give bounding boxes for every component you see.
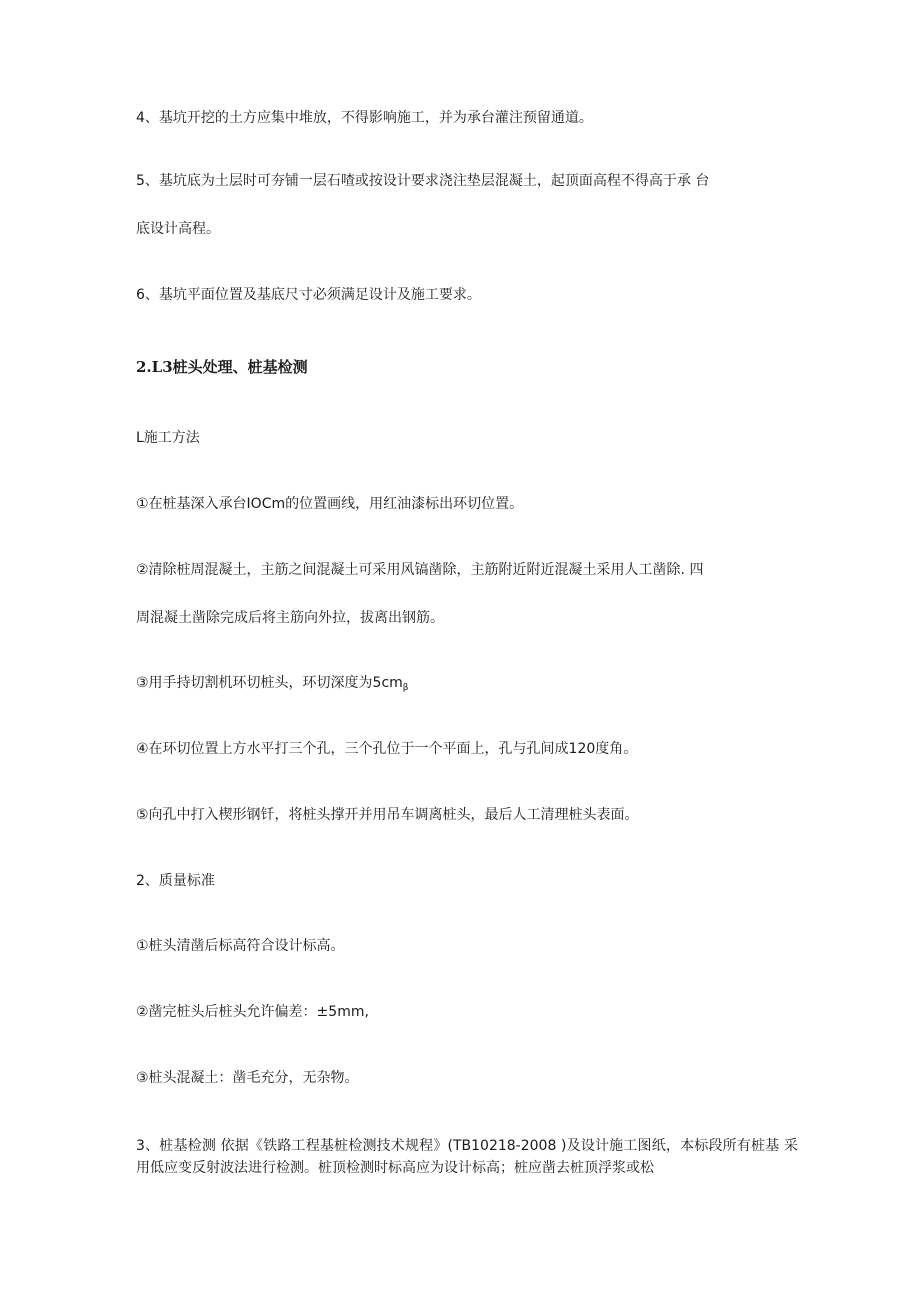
pile-testing-paragraph: 3、桩基检测 依据《铁路工程基桩检测技术规程》(TB10218-2008 )及设计施工图纸，本标段所有桩基 采用低应变反射波法进行检测。桩顶检测时标高应为设计标高；桩应凿去桩顶浮浆或松 <box>136 1138 798 1176</box>
step-3-text: ③用手持切割机环切桩头，环切深度为5cm <box>136 675 403 691</box>
subsection-construction-method: L施工方法 <box>136 430 200 446</box>
quality-item-2: ②凿完桩头后桩头允许偏差：±5mm, <box>136 1004 369 1020</box>
step-2-continued: 周混凝土凿除完成后将主筋向外拉，拔离出钢筋。 <box>136 610 444 626</box>
step-1: ①在桩基深入承台IOCm的位置画线，用红油漆标出环切位置。 <box>136 496 524 512</box>
step-3-suffix: β <box>402 683 409 693</box>
paragraph-item-6: 6、基坑平面位置及基底尺寸必须满足设计及施工要求。 <box>136 287 481 303</box>
paragraph-item-5: 5、基坑底为土层时可夯铺一层石喳或按设计要求浇注垫层混凝土，起顶面高程不得高于承 台 <box>136 173 710 189</box>
step-4: ④在环切位置上方水平打三个孔，三个孔位于一个平面上，孔与孔间成120度角。 <box>136 741 638 757</box>
subsection-quality-standard: 2、质量标准 <box>136 873 215 889</box>
quality-item-3: ③桩头混凝土：凿毛充分，无杂物。 <box>136 1070 359 1086</box>
quality-item-1: ①桩头清凿后标高符合设计标高。 <box>136 938 345 954</box>
step-3 <box>136 673 796 698</box>
section-heading: 2.L3桩头处理、桩基检测 <box>136 358 308 376</box>
step-2: ②清除桩周混凝土，主筋之间混凝土可采用风镐凿除，主筋附近附近混凝土采用人工凿除. 四 <box>136 562 704 578</box>
paragraph-item-5-continued: 底设计高程。 <box>136 221 220 237</box>
step-5: ⑤向孔中打入楔形钢钎，将桩头撑开并用吊车调离桩头，最后人工清理桩头表面。 <box>136 807 639 823</box>
paragraph-item-4: 4、基坑开挖的土方应集中堆放，不得影响施工，并为承台灌注预留通道。 <box>136 110 593 126</box>
